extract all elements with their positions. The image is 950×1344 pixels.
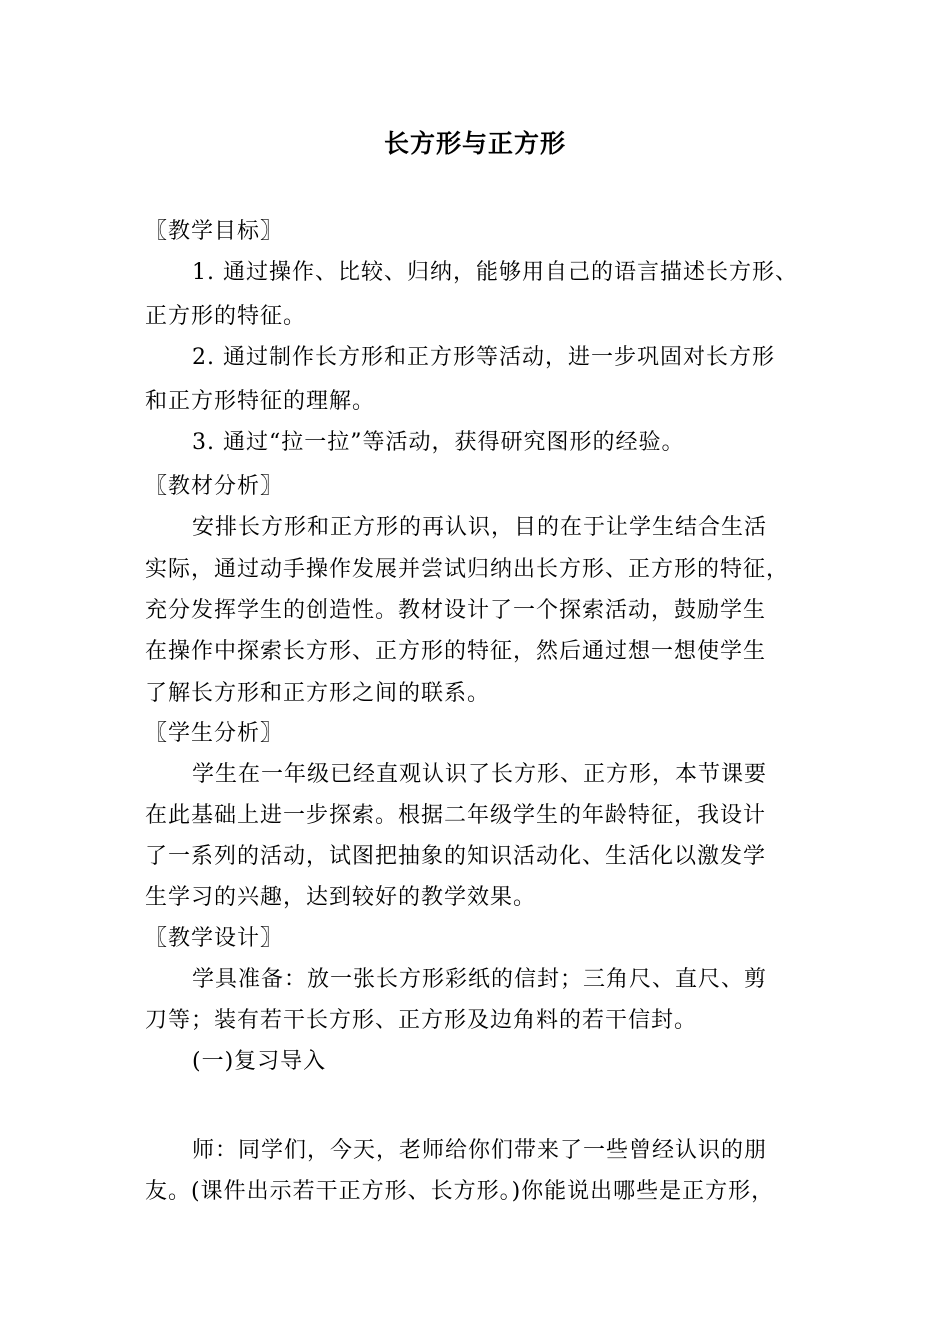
paragraph-line: 在操作中探索长方形、正方形的特征，然后通过想一想使学生 — [145, 639, 767, 664]
paragraph-line: 学生在一年级已经直观认识了长方形、正方形，本节课要 — [192, 762, 768, 787]
paragraph-line: 正方形的特征。 — [145, 304, 307, 329]
paragraph-line: 了一系列的活动，试图把抽象的知识活动化、生活化以激发学 — [145, 844, 767, 869]
section-heading-teaching-goals: 〖教学目标〗 — [145, 219, 284, 244]
paragraph-line: 了解长方形和正方形之间的联系。 — [145, 681, 491, 706]
paragraph-line: 实际，通过动手操作发展并尝试归纳出长方形、正方形的特征， — [145, 557, 790, 582]
document-title: 长方形与正方形 — [383, 129, 566, 158]
section-heading-material-analysis: 〖教材分析〗 — [145, 474, 284, 499]
paragraph-line: 安排长方形和正方形的再认识，目的在于让学生结合生活 — [192, 515, 768, 540]
paragraph-line: 和正方形特征的理解。 — [145, 389, 376, 414]
paragraph-line: 生学习的兴趣，达到较好的教学效果。 — [145, 885, 537, 910]
paragraph-line: 充分发挥学生的创造性。教材设计了一个探索活动，鼓励学生 — [145, 598, 767, 623]
paragraph-line: 学具准备：放一张长方形彩纸的信封；三角尺、直尺、剪 — [192, 967, 768, 992]
paragraph-line: 刀等；装有若干长方形、正方形及边角料的若干信封。 — [145, 1008, 698, 1033]
paragraph-line: 2. 通过制作长方形和正方形等活动，进一步巩固对长方形 — [192, 345, 775, 370]
paragraph-line: 3. 通过“拉一拉”等活动，获得研究图形的经验。 — [192, 430, 685, 455]
paragraph-line: 1. 通过操作、比较、归纳，能够用自己的语言描述长方形、 — [192, 260, 798, 285]
subsection-heading: (一)复习导入 — [192, 1049, 327, 1074]
section-heading-teaching-design: 〖教学设计〗 — [145, 926, 284, 951]
paragraph-line: 友。(课件出示若干正方形、长方形。)你能说出哪些是正方形， — [145, 1179, 775, 1204]
paragraph-line: 在此基础上进一步探索。根据二年级学生的年龄特征，我设计 — [145, 803, 767, 828]
paragraph-line: 师：同学们，今天，老师给你们带来了一些曾经认识的朋 — [192, 1138, 768, 1163]
section-heading-student-analysis: 〖学生分析〗 — [145, 721, 284, 746]
